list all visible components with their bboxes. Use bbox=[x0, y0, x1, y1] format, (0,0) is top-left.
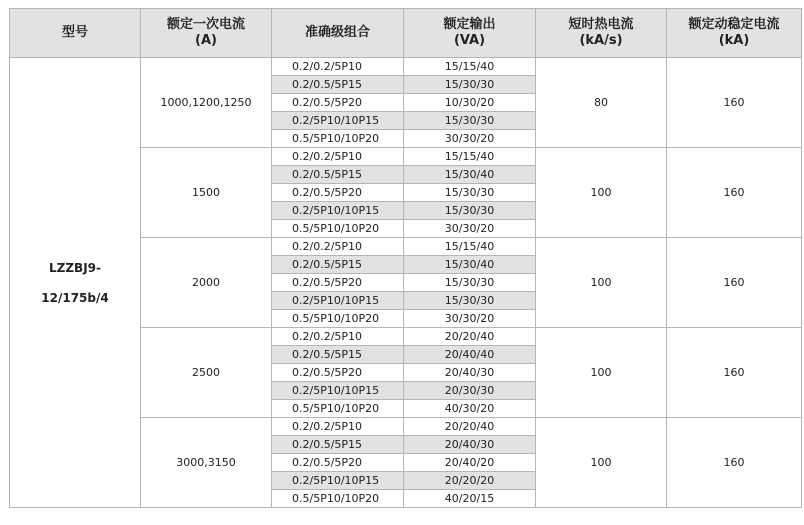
header-rated-current-unit: (A) bbox=[195, 33, 217, 48]
rated-output-cell: 15/30/30 bbox=[404, 184, 536, 202]
header-rated-output bbox=[404, 9, 536, 58]
rated-current-cell: 1500 bbox=[141, 148, 272, 238]
header-dynamic-current-unit: (kA) bbox=[718, 33, 750, 48]
accuracy-cell: 0.2/5P10/10P15 bbox=[272, 472, 404, 490]
rated-output-cell: 15/30/40 bbox=[404, 166, 536, 184]
dynamic-current-cell: 160 bbox=[667, 58, 802, 148]
thermal-current-cell: 100 bbox=[536, 418, 667, 508]
table-body bbox=[10, 58, 802, 508]
table-row bbox=[10, 58, 802, 76]
accuracy-cell: 0.5/5P10/10P20 bbox=[272, 220, 404, 238]
accuracy-cell: 0.2/0.5/5P20 bbox=[272, 364, 404, 382]
dynamic-current-cell: 160 bbox=[667, 148, 802, 238]
rated-output-cell: 15/15/40 bbox=[404, 58, 536, 76]
thermal-current-cell: 100 bbox=[536, 148, 667, 238]
header-rated-current-label: 额定一次电流 bbox=[166, 17, 245, 32]
rated-current-cell: 1000,1200,1250 bbox=[141, 58, 272, 148]
accuracy-cell: 0.2/0.5/5P15 bbox=[272, 166, 404, 184]
accuracy-cell: 0.2/5P10/10P15 bbox=[272, 382, 404, 400]
rated-output-cell: 15/15/40 bbox=[404, 238, 536, 256]
rated-output-cell: 15/15/40 bbox=[404, 148, 536, 166]
header-thermal-current-label: 短时热电流 bbox=[568, 17, 634, 32]
accuracy-cell: 0.2/0.5/5P15 bbox=[272, 436, 404, 454]
rated-output-cell: 30/30/20 bbox=[404, 310, 536, 328]
rated-output-cell: 40/30/20 bbox=[404, 400, 536, 418]
dynamic-current-cell: 160 bbox=[667, 418, 802, 508]
rated-output-cell: 20/20/40 bbox=[404, 418, 536, 436]
accuracy-cell: 0.5/5P10/10P20 bbox=[272, 130, 404, 148]
rated-output-cell: 30/30/20 bbox=[404, 220, 536, 238]
rated-output-cell: 15/30/30 bbox=[404, 292, 536, 310]
header-thermal-current-unit: (kA/s) bbox=[579, 33, 623, 48]
rated-output-cell: 15/30/30 bbox=[404, 274, 536, 292]
rated-output-cell: 20/30/30 bbox=[404, 382, 536, 400]
rated-current-cell: 2000 bbox=[141, 238, 272, 328]
header-rated-output-label: 额定输出 bbox=[443, 17, 496, 32]
rated-output-cell: 30/30/20 bbox=[404, 130, 536, 148]
rated-output-cell: 15/30/30 bbox=[404, 202, 536, 220]
rated-current-cell: 2500 bbox=[141, 328, 272, 418]
header-dynamic-current bbox=[667, 9, 802, 58]
header-row bbox=[10, 9, 802, 58]
rated-output-cell: 20/40/20 bbox=[404, 454, 536, 472]
model-cell bbox=[10, 58, 141, 508]
accuracy-cell: 0.2/0.5/5P15 bbox=[272, 256, 404, 274]
header-rated-current bbox=[141, 9, 272, 58]
accuracy-cell: 0.2/0.2/5P10 bbox=[272, 328, 404, 346]
accuracy-cell: 0.5/5P10/10P20 bbox=[272, 490, 404, 508]
accuracy-cell: 0.2/0.5/5P20 bbox=[272, 454, 404, 472]
rated-output-cell: 15/30/30 bbox=[404, 76, 536, 94]
accuracy-cell: 0.2/0.5/5P20 bbox=[272, 94, 404, 112]
rated-output-cell: 20/40/30 bbox=[404, 364, 536, 382]
accuracy-cell: 0.2/5P10/10P15 bbox=[272, 292, 404, 310]
thermal-current-cell: 100 bbox=[536, 238, 667, 328]
rated-output-cell: 10/30/20 bbox=[404, 94, 536, 112]
table-header bbox=[10, 9, 802, 58]
accuracy-cell: 0.2/0.2/5P10 bbox=[272, 418, 404, 436]
rated-output-cell: 15/30/40 bbox=[404, 256, 536, 274]
spec-table bbox=[9, 8, 802, 508]
accuracy-cell: 0.2/0.2/5P10 bbox=[272, 58, 404, 76]
accuracy-cell: 0.2/0.2/5P10 bbox=[272, 148, 404, 166]
rated-output-cell: 20/40/40 bbox=[404, 346, 536, 364]
header-rated-output-unit: (VA) bbox=[453, 33, 486, 48]
header-dynamic-current-label: 额定动稳定电流 bbox=[688, 17, 780, 32]
accuracy-cell: 0.2/0.5/5P15 bbox=[272, 76, 404, 94]
accuracy-cell: 0.2/5P10/10P15 bbox=[272, 202, 404, 220]
accuracy-cell: 0.5/5P10/10P20 bbox=[272, 400, 404, 418]
header-thermal-current bbox=[536, 9, 667, 58]
accuracy-cell: 0.5/5P10/10P20 bbox=[272, 310, 404, 328]
header-model: 型号 bbox=[10, 9, 141, 58]
dynamic-current-cell: 160 bbox=[667, 328, 802, 418]
rated-output-cell: 40/20/15 bbox=[404, 490, 536, 508]
rated-current-cell: 3000,3150 bbox=[141, 418, 272, 508]
header-accuracy: 准确级组合 bbox=[272, 9, 404, 58]
rated-output-cell: 20/20/40 bbox=[404, 328, 536, 346]
model-line-1: LZZBJ9- bbox=[49, 260, 101, 275]
rated-output-cell: 20/40/30 bbox=[404, 436, 536, 454]
accuracy-cell: 0.2/5P10/10P15 bbox=[272, 112, 404, 130]
accuracy-cell: 0.2/0.5/5P20 bbox=[272, 184, 404, 202]
accuracy-cell: 0.2/0.2/5P10 bbox=[272, 238, 404, 256]
accuracy-cell: 0.2/0.5/5P15 bbox=[272, 346, 404, 364]
rated-output-cell: 15/30/30 bbox=[404, 112, 536, 130]
thermal-current-cell: 100 bbox=[536, 328, 667, 418]
dynamic-current-cell: 160 bbox=[667, 238, 802, 328]
accuracy-cell: 0.2/0.5/5P20 bbox=[272, 274, 404, 292]
rated-output-cell: 20/20/20 bbox=[404, 472, 536, 490]
model-line-2: 12/175b/4 bbox=[41, 290, 109, 305]
thermal-current-cell: 80 bbox=[536, 58, 667, 148]
